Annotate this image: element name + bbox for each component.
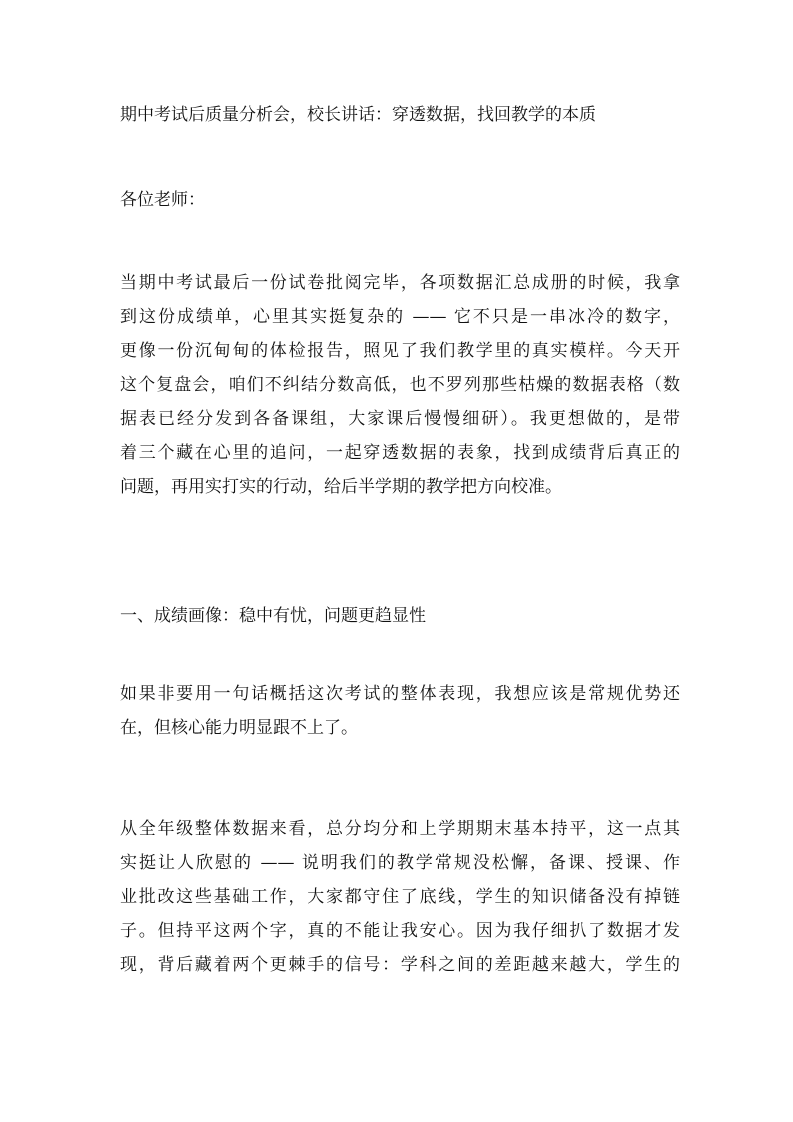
paragraph-analysis [120,812,680,982]
analysis-line: 业批改这些基础工作，大家都守住了底线，学生的知识储备没有掉链 [120,887,680,907]
intro-line: 据表已经分发到各备课组，大家课后慢慢细研）。我更想做的，是带 [120,409,680,429]
section-heading: 一、成绩画像：稳中有忧，问题更趋显性 [120,606,426,626]
intro-line: 当期中考试最后一份试卷批阅完毕，各项数据汇总成册的时候，我拿 [120,273,680,293]
analysis-line: 子。但持平这两个字，真的不能让我安心。因为我仔细扒了数据才发 [120,921,680,941]
intro-line: 更像一份沉甸甸的体检报告，照见了我们教学里的真实模样。今天开 [120,341,680,361]
analysis-line: 现，背后藏着两个更棘手的信号：学科之间的差距越来越大，学生的 [120,955,680,975]
intro-paragraph [120,266,680,504]
salutation: 各位老师： [120,190,205,210]
summary-line: 在，但核心能力明显跟不上了。 [120,718,358,738]
document-title: 期中考试后质量分析会，校长讲话：穿透数据，找回教学的本质 [120,105,596,125]
analysis-line: 从全年级整体数据来看，总分均分和上学期期末基本持平，这一点其 [120,819,680,839]
summary-line: 如果非要用一句话概括这次考试的整体表现，我想应该是常规优势还 [120,684,680,704]
intro-line: 着三个藏在心里的追问，一起穿透数据的表象，找到成绩背后真正的 [120,443,680,463]
paragraph-summary [120,677,680,745]
intro-line: 这个复盘会，咱们不纠结分数高低，也不罗列那些枯燥的数据表格（数 [120,375,680,395]
analysis-line: 实挺让人欣慰的 —— 说明我们的教学常规没松懈，备课、授课、作 [120,853,680,873]
intro-line: 问题，再用实打实的行动，给后半学期的教学把方向校准。 [120,477,562,497]
intro-line: 到这份成绩单，心里其实挺复杂的 —— 它不只是一串冰冷的数字， [120,307,680,327]
